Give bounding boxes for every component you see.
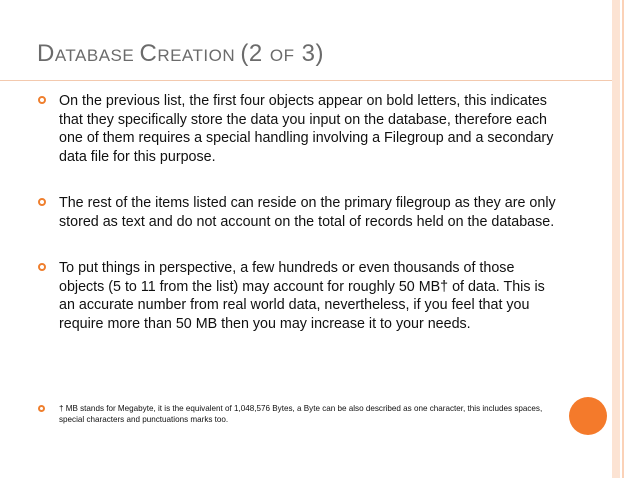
bullet-ring-icon — [38, 263, 46, 271]
bullet-item — [38, 92, 558, 166]
title-text-4: OF — [269, 46, 295, 65]
footnote-text: † MB stands for Megabyte, it is the equivalent of 1,048,576 Bytes, a Byte can be also described as one character, this includes spaces, special characters and punctuations marks too. — [59, 404, 543, 424]
bullet-text: The rest of the items listed can reside on the primary filegroup as they are only stored as text and do not account on the total of records held on the database. — [59, 195, 556, 230]
title-text-2: REATION — [157, 46, 241, 65]
right-decorative-band — [612, 0, 620, 478]
title-text-1: ATABASE — [54, 46, 140, 65]
slide-title — [37, 40, 597, 68]
bullet-ring-icon — [38, 405, 45, 412]
title-cap-1: D — [37, 40, 55, 67]
bullet-text: On the previous list, the first four objects appear on bold letters, this indicates that they specifically store the data you input on the database, therefore each one of them requires a special handling involving a Filegroup and a secondary data file for this purpose. — [59, 93, 554, 165]
title-divider — [0, 80, 612, 81]
decorative-circle-icon — [569, 397, 607, 435]
right-decorative-line — [622, 0, 624, 478]
bullet-item — [38, 194, 558, 231]
footnote — [38, 403, 559, 425]
bullet-list — [38, 92, 558, 333]
bullet-text: To put things in perspective, a few hundreds or even thousands of those objects (5 to 11 from the list) may account for roughly 50 MB† of data. This is an accurate number from real world data, nevertheless, if you feel that you require more than 50 MB then you may increase it to your needs. — [59, 260, 545, 332]
title-text-3: (2 — [240, 40, 270, 67]
bullet-ring-icon — [38, 198, 46, 206]
title-cap-2: C — [139, 40, 158, 67]
bullet-ring-icon — [38, 96, 46, 104]
title-text-5: 3) — [294, 40, 324, 67]
bullet-item — [38, 259, 558, 333]
